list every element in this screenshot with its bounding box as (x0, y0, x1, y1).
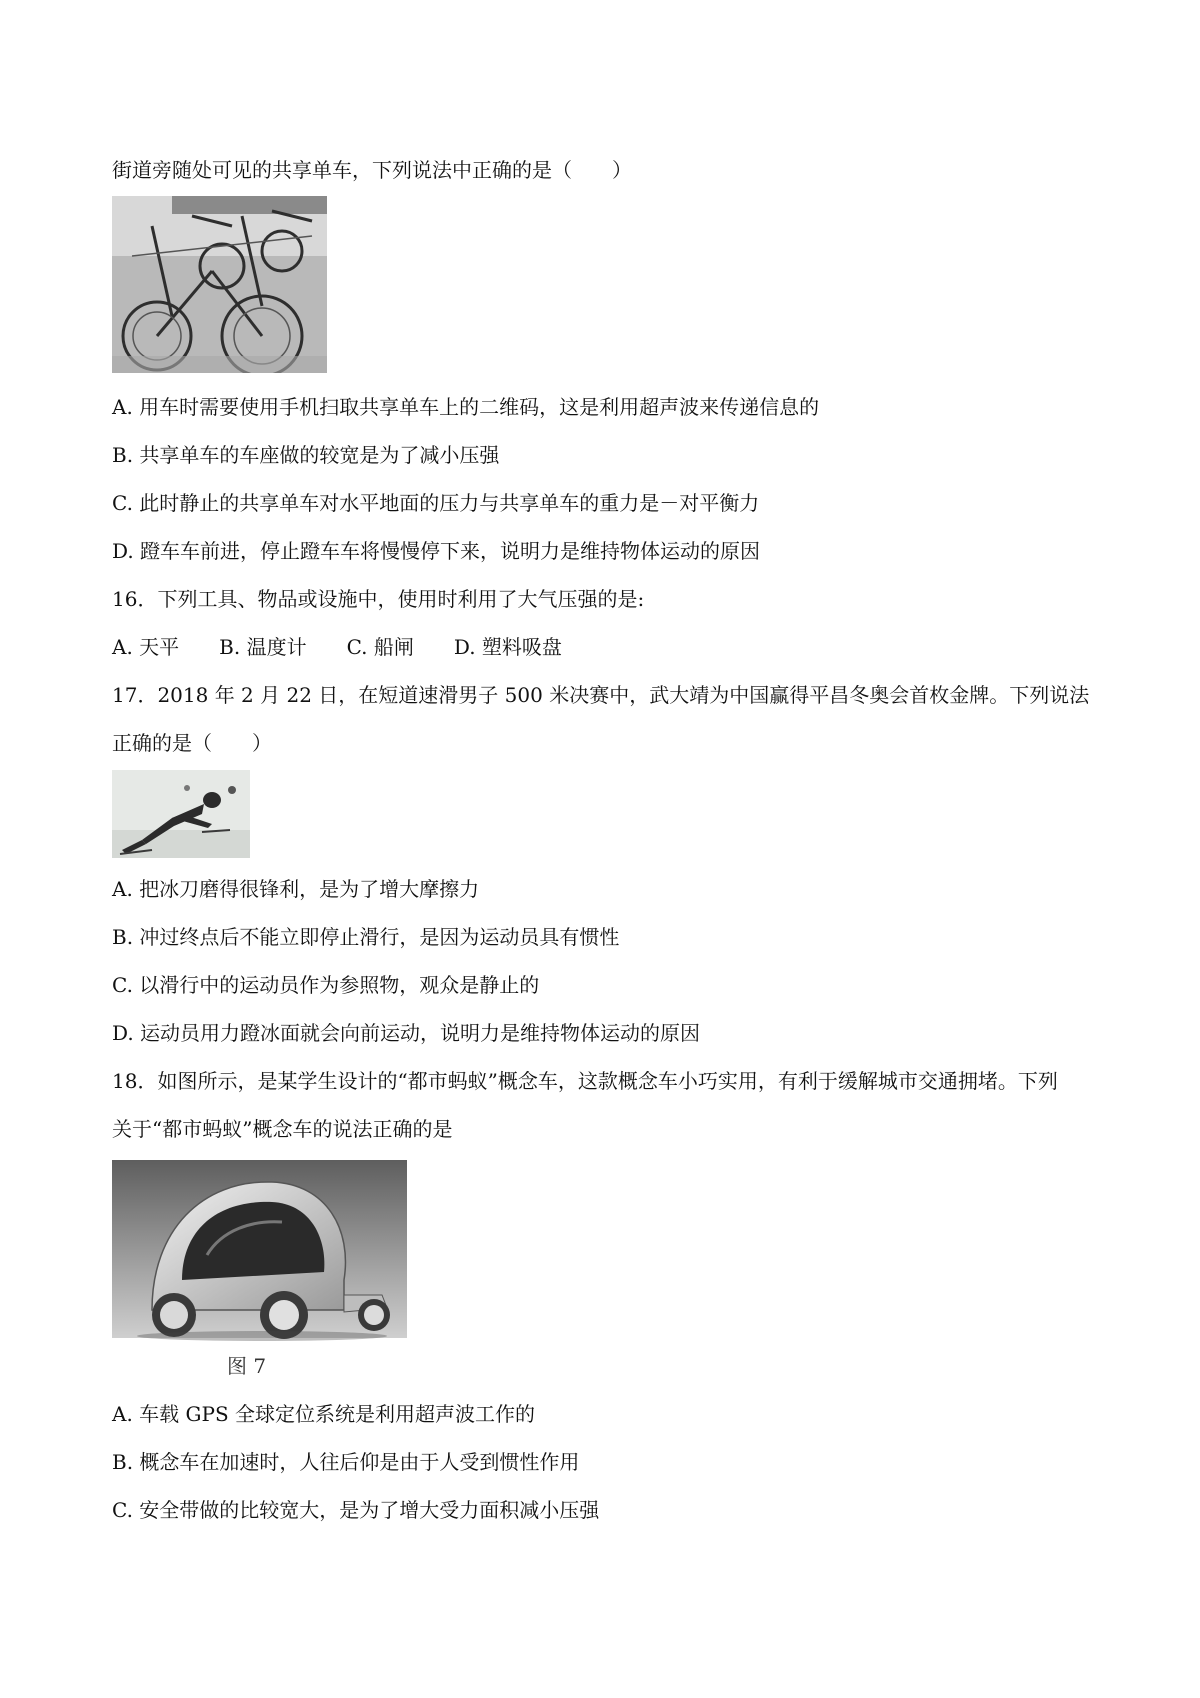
q15-option-d: D. 蹬车车前进，停止蹬车车将慢慢停下来，说明力是维持物体运动的原因 (112, 539, 761, 563)
q15-option-a: A. 用车时需要使用手机扫取共享单车上的二维码，这是利用超声波来传递信息的 (112, 395, 820, 419)
q16-stem: 16．下列工具、物品或设施中，使用时利用了大气压强的是: (112, 587, 645, 611)
q17-option-a: A. 把冰刀磨得很锋利，是为了增大摩擦力 (112, 877, 480, 901)
q18-stem-line2: 关于“都市蚂蚁”概念车的说法正确的是 (112, 1117, 453, 1141)
concept-car-photo-icon (112, 1160, 407, 1382)
figure-7-caption: 图 7 (227, 1354, 267, 1378)
q17-stem-line1: 17．2018 年 2 月 22 日，在短道速滑男子 500 米决赛中，武大靖为中国赢得平昌冬奥会首枚金牌。下列说法 (112, 683, 1090, 707)
q16-options: A. 天平 B. 温度计 C. 船闸 D. 塑料吸盘 (112, 635, 562, 659)
q18-option-a: A. 车载 GPS 全球定位系统是利用超声波工作的 (112, 1402, 536, 1426)
q17-option-c: C. 以滑行中的运动员作为参照物，观众是静止的 (112, 973, 540, 997)
q15-stem: 街道旁随处可见的共享单车，下列说法中正确的是（ ） (112, 158, 632, 182)
speed-skater-photo-icon (112, 770, 250, 858)
q17-stem-line2: 正确的是（ ） (112, 731, 272, 755)
q17-option-d: D. 运动员用力蹬冰面就会向前运动，说明力是维持物体运动的原因 (112, 1021, 701, 1045)
bicycles-photo-icon (112, 196, 327, 373)
q18-option-c: C. 安全带做的比较宽大，是为了增大受力面积减小压强 (112, 1498, 600, 1522)
q18-stem-line1: 18．如图所示，是某学生设计的“都市蚂蚁”概念车，这款概念车小巧实用，有利于缓解城市交通拥堵。下列 (112, 1069, 1058, 1093)
q15-option-c: C. 此时静止的共享单车对水平地面的压力与共享单车的重力是－对平衡力 (112, 491, 760, 515)
q17-option-b: B. 冲过终点后不能立即停止滑行，是因为运动员具有惯性 (112, 925, 620, 949)
q15-option-b: B. 共享单车的车座做的较宽是为了减小压强 (112, 443, 500, 467)
q18-option-b: B. 概念车在加速时，人往后仰是由于人受到惯性作用 (112, 1450, 580, 1474)
